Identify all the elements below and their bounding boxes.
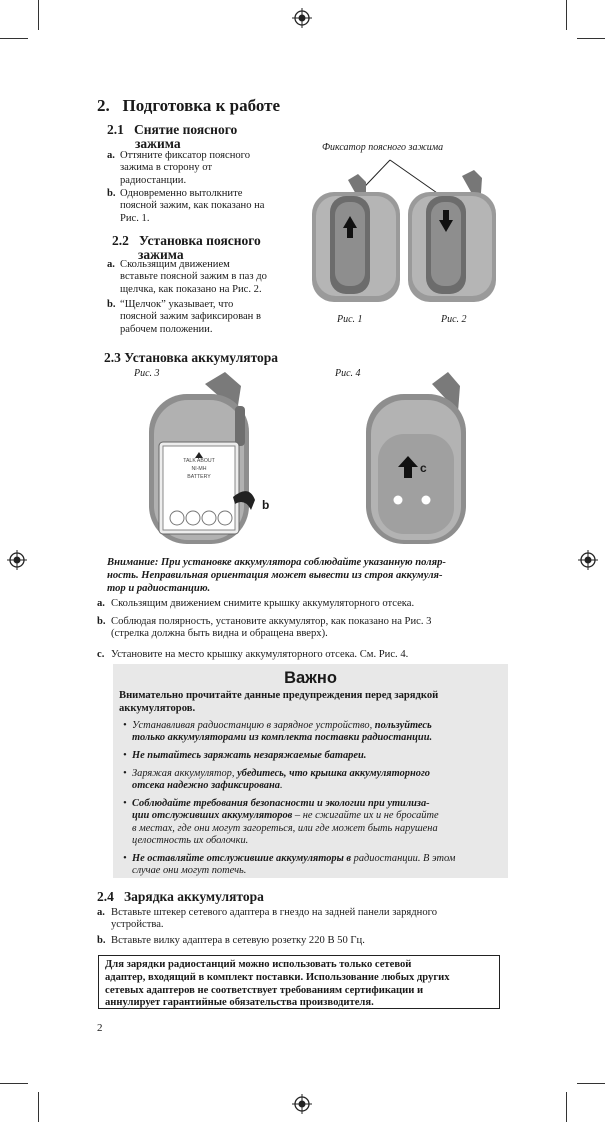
list-item: a. Оттяните фиксатор поясного зажима в сторону от радиостанции.	[107, 150, 251, 186]
page-number: 2	[97, 1022, 103, 1034]
list-item: a. Вставьте штекер сетевого адаптера в гнездо на задней панели зарядного устройства.	[97, 907, 438, 931]
important-box	[113, 664, 508, 878]
figure-caption: Рис. 1	[337, 314, 363, 325]
list-item: c. Установите на место крышку аккумуляторного отсека. См. Рис. 4.	[97, 649, 409, 660]
battery-open-illustration	[145, 372, 275, 552]
list-item: b. Одновременно вытолкните поясной зажим, как показано на Рис. 1.	[107, 188, 265, 224]
battery-label: NI-MH	[191, 466, 207, 472]
radio-back-icon	[408, 170, 496, 302]
crop-mark	[38, 1092, 39, 1122]
registration-mark-icon	[578, 550, 598, 570]
list-item: b. Соблюдая полярность, установите аккумулятор, как показано на Рис. 3 (стрелка должна быть видна и обращена вверх).	[97, 616, 432, 640]
figure-caption: Рис. 2	[441, 314, 467, 325]
subsection-title: 2.1 Снятие поясного зажима	[107, 122, 238, 151]
list-item: b. “Щелчок” указывает, что поясной зажим зафиксирован в рабочем положении.	[107, 299, 262, 335]
list-item: b. Вставьте вилку адаптера в сетевую розетку 220 В 50 Гц.	[97, 935, 365, 946]
list-item: a. Скользящим движением вставьте поясной зажим в паз до щелчка, как показано на Рис. 2.	[107, 259, 267, 295]
belt-clip-illustration	[300, 152, 510, 307]
bullet-item: • Не оставляйте отслужившие аккумуляторы в радиостанции. В этом случае они могут потечь.	[123, 853, 456, 877]
registration-mark-icon	[292, 1094, 312, 1114]
callout-label: b	[262, 498, 270, 512]
registration-mark-icon	[7, 550, 27, 570]
radio-back-icon	[312, 174, 400, 302]
figure-caption: Рис. 4	[335, 368, 361, 379]
crop-mark	[566, 0, 567, 30]
battery-label: BATTERY	[187, 474, 211, 480]
bullet-item: • Устанавливая радиостанцию в зарядное устройство, пользуйтесь только аккумуляторами из комплекта поставки радиостанции.	[123, 720, 433, 744]
subsection-title: 2.4 Зарядка аккумулятора	[97, 889, 264, 904]
figure-label: Фиксатор поясного зажима	[322, 142, 444, 153]
battery-closed-illustration	[362, 372, 472, 552]
warning-text: Внимание: При установке аккумулятора соблюдайте указанную поляр- ность. Неправильная ориентация может вывести из строя аккумуля- тор и радиостанцию.	[107, 557, 446, 594]
subsection-title: 2.3 Установка аккумулятора	[104, 350, 279, 365]
crop-mark	[38, 0, 39, 30]
important-title: Важно	[284, 669, 337, 687]
crop-mark	[566, 1092, 567, 1122]
subsection-title: 2.2 Установка поясного зажима	[112, 233, 261, 262]
important-intro: Внимательно прочитайте данные предупреждения перед зарядкой аккумуляторов.	[119, 690, 439, 714]
crop-mark	[0, 1083, 28, 1084]
battery-label: TALK ABOUT	[183, 458, 215, 464]
section-title: 2. Подготовка к работе	[97, 96, 281, 115]
figure-caption: Рис. 3	[134, 368, 160, 379]
bullet-item: • Соблюдайте требования безопасности и экологии при утилиза- ции отслуживших аккумуляторов – не сжигайте их и не бросайте в местах, где они могут загореться, или где может быть нарушена целостность их оболочки.	[123, 798, 439, 846]
notice-box: Для зарядки радиостанций можно использовать только сетевой адаптер, входящий в комплект поставки. Использование любых других сетевых адаптеров не соответствует требованиям сертификации и аннулирует гарантийные обязательства производителя.	[98, 955, 500, 1009]
list-item: a. Скользящим движением снимите крышку аккумуляторного отсека.	[97, 598, 415, 609]
callout-label: c	[420, 461, 427, 475]
crop-mark	[577, 1083, 605, 1084]
registration-mark-icon	[292, 8, 312, 28]
bullet-item: • Заряжая аккумулятор, убедитесь, что крышка аккумуляторного отсека надежно зафиксирована.	[123, 768, 430, 792]
crop-mark	[0, 38, 28, 39]
crop-mark	[577, 38, 605, 39]
bullet-item: • Не пытайтесь заряжать незаряжаемые батареи.	[123, 750, 367, 761]
